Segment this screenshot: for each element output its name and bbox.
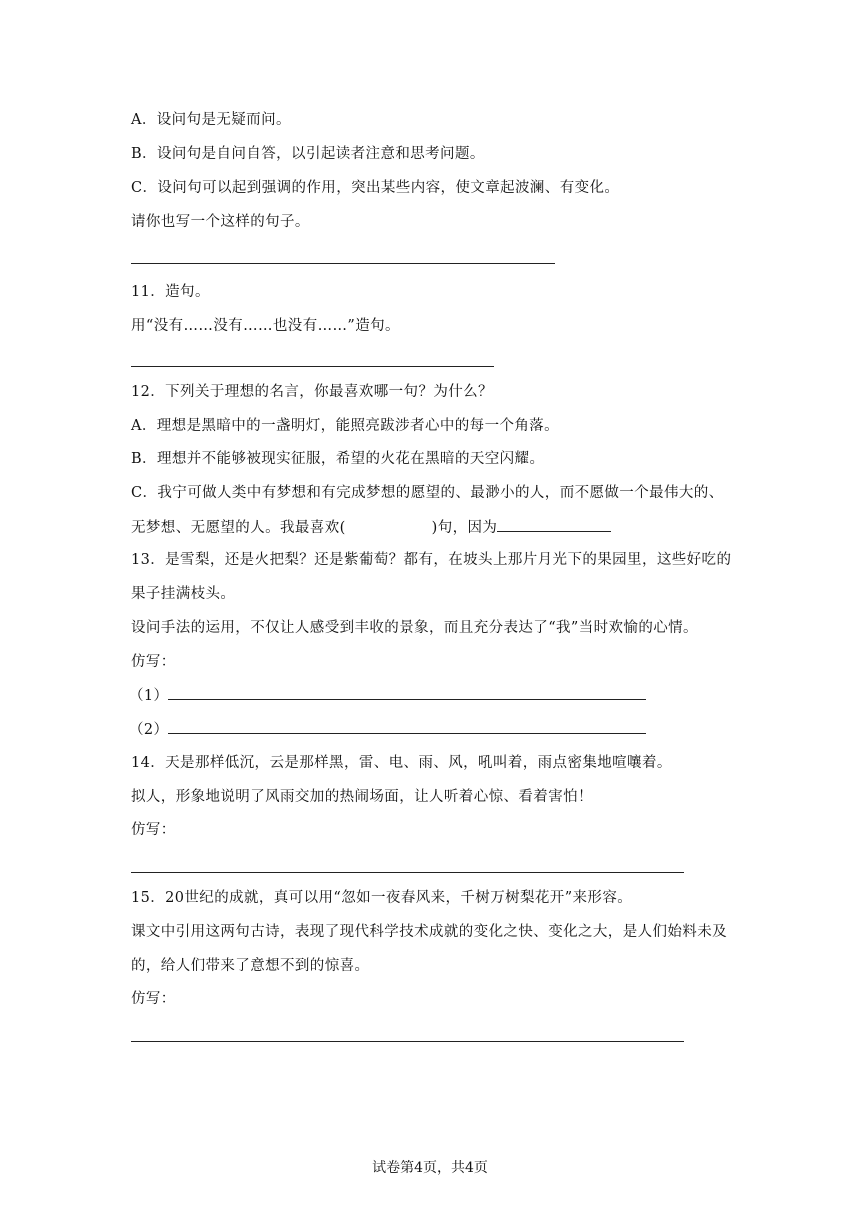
q13-imitate-label: 仿写： bbox=[131, 654, 176, 670]
q11-instruction: 用“没有……没有……也没有……”造句。 bbox=[131, 318, 400, 334]
q14-imitate-label: 仿写： bbox=[131, 822, 176, 838]
q15-title: 15．20世纪的成就，真可以用“忽如一夜春风来，千树万树梨花开”来形容。 bbox=[131, 890, 633, 906]
q14-answer-line[interactable] bbox=[131, 872, 684, 873]
q12-option-c-text1: 无梦想、无愿望的人。我最喜欢( bbox=[131, 520, 346, 536]
page-footer: 试卷第4页，共4页 bbox=[372, 1160, 488, 1176]
q13-title-line2: 果子挂满枝头。 bbox=[131, 586, 236, 602]
q13-item-2-blank[interactable] bbox=[168, 719, 646, 734]
q15-explanation-line1: 课文中引用这两句古诗，表现了现代科学技术成就的变化之快、变化之大，是人们始料未及 bbox=[131, 924, 727, 940]
q12-reason-blank[interactable] bbox=[497, 517, 611, 532]
q13-item-2-number: （2） bbox=[129, 722, 169, 738]
q13-item-1-number: （1） bbox=[129, 688, 169, 704]
q15-answer-line[interactable] bbox=[131, 1041, 684, 1042]
q10-option-c: C．设问句可以起到强调的作用，突出某些内容，使文章起波澜、有变化。 bbox=[131, 180, 620, 196]
q11-answer-line[interactable] bbox=[131, 366, 494, 367]
q13-explanation: 设问手法的运用，不仅让人感受到丰收的景象，而且充分表达了“我”当时欢愉的心情。 bbox=[131, 620, 698, 636]
q12-option-b: B．理想并不能够被现实征服，希望的火花在黑暗的天空闪耀。 bbox=[131, 451, 545, 467]
q12-title: 12．下列关于理想的名言，你最喜欢哪一句？为什么？ bbox=[131, 384, 493, 400]
q12-option-c-line2 bbox=[131, 517, 611, 538]
q12-option-a: A．理想是黑暗中的一盏明灯，能照亮跋涉者心中的每一个角落。 bbox=[131, 418, 560, 434]
q13-title-line1: 13．是雪梨，还是火把梨？还是紫葡萄？都有，在坡头上那片月光下的果园里，这些好吃的 bbox=[131, 552, 732, 568]
q10-answer-line[interactable] bbox=[131, 263, 555, 264]
q12-option-c-text2: )句，因为 bbox=[431, 520, 498, 536]
q13-item-2 bbox=[129, 719, 646, 740]
q14-explanation: 拟人，形象地说明了风雨交加的热闹场面，让人听着心惊、看着害怕！ bbox=[131, 789, 593, 805]
q12-option-c-line1: C．我宁可做人类中有梦想和有完成梦想的愿望的、最渺小的人，而不愿做一个最伟大的、 bbox=[131, 485, 724, 501]
q11-title: 11．造句。 bbox=[131, 284, 210, 300]
q13-item-1-blank[interactable] bbox=[168, 685, 646, 700]
q14-title: 14．天是那样低沉，云是那样黑，雷、电、雨、风，吼叫着，雨点密集地喧嚷着。 bbox=[131, 755, 672, 771]
q10-instruction: 请你也写一个这样的句子。 bbox=[131, 214, 310, 230]
q10-option-b: B．设问句是自问自答，以引起读者注意和思考问题。 bbox=[131, 146, 485, 162]
q15-explanation-line2: 的，给人们带来了意想不到的惊喜。 bbox=[131, 958, 370, 974]
q10-option-a: A．设问句是无疑而问。 bbox=[131, 112, 291, 128]
q15-imitate-label: 仿写： bbox=[131, 991, 176, 1007]
q13-item-1 bbox=[129, 685, 646, 706]
